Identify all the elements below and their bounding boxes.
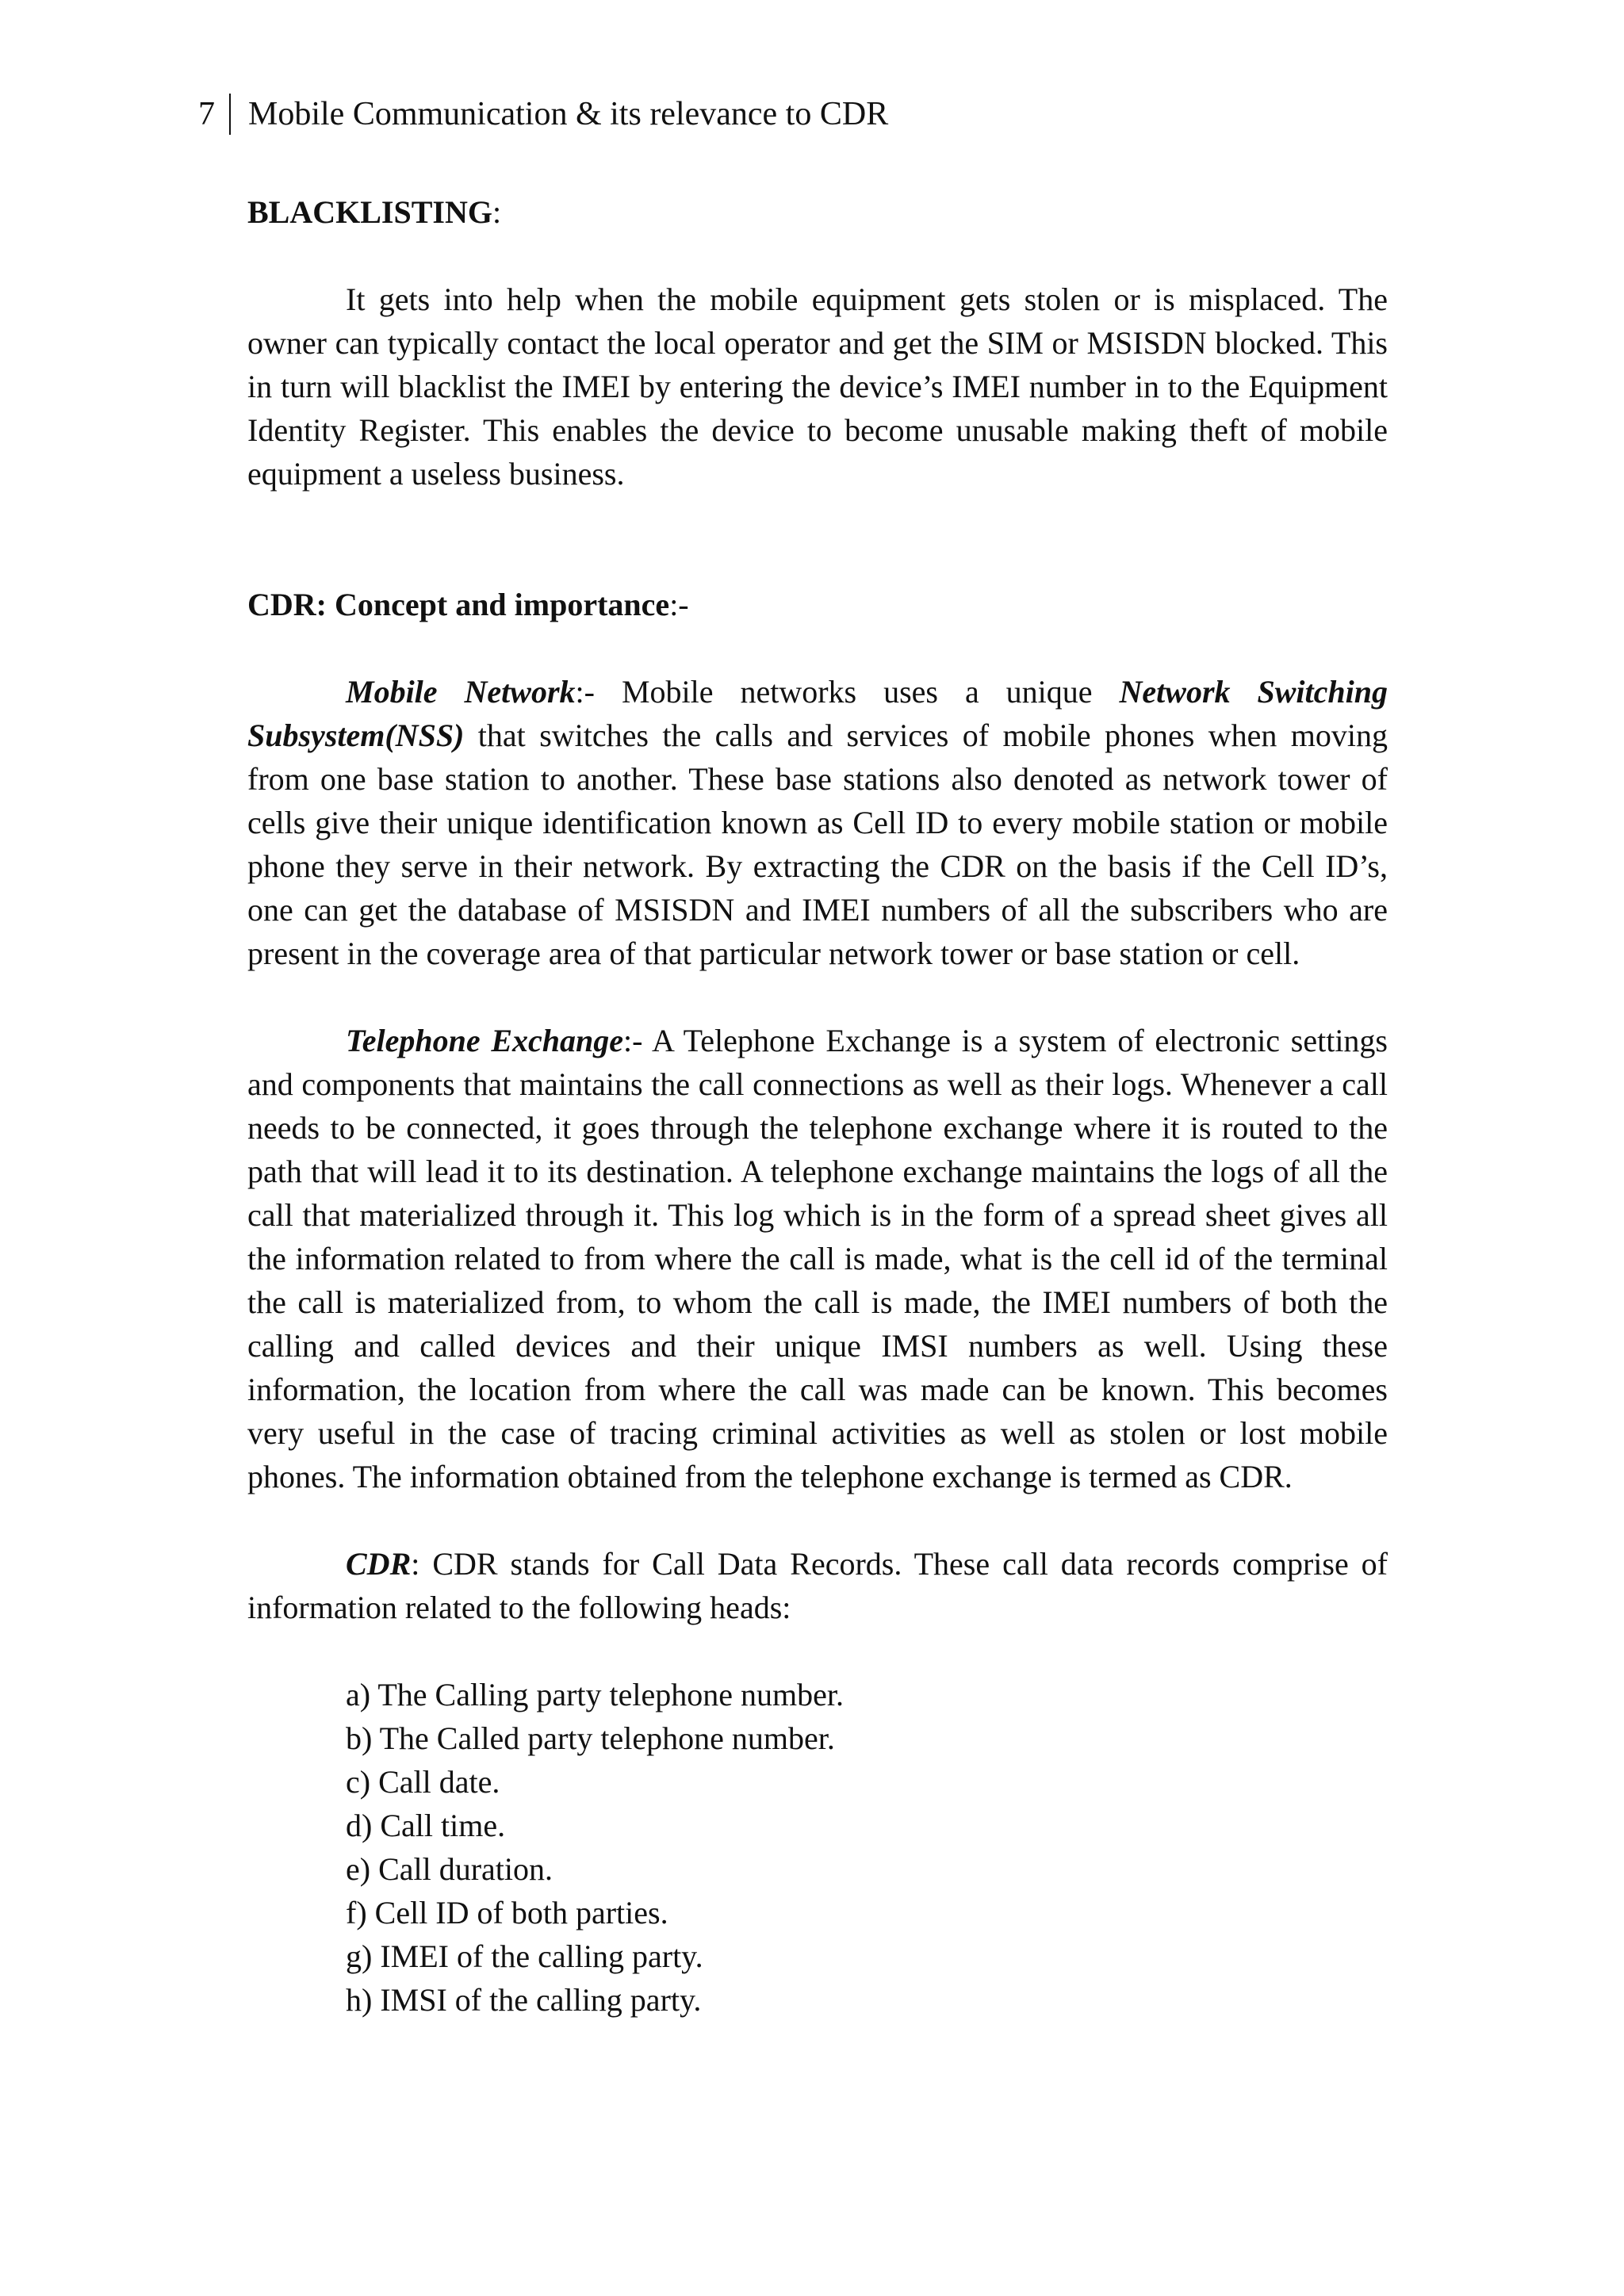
page-number: 7 xyxy=(198,96,215,132)
list-item: g) IMEI of the calling party. xyxy=(346,1938,703,1974)
cdr-section-heading: CDR: Concept and importance:- xyxy=(247,587,689,622)
nss-term: Network Switching Subsystem(NSS) xyxy=(247,674,1388,753)
list-item: b) The Called party telephone number. xyxy=(346,1720,835,1756)
telephone-exchange-paragraph: Telephone Exchange:- A Telephone Exchange is a system of electronic settings and components that maintains the call connections as well as their logs. Whenever a call needs to be connected, it goes through the telephone exchange where it is routed to the path that will lead it to its destination. A telephone exchange maintains the logs of all the call that materialized through it. This log which is in the form of a spread sheet gives all the information related to from where the call is made, what is the cell id of the terminal the call is materialized from, to whom the call is made, the IMEI numbers of both the calling and called devices and their unique IMSI numbers as well. Using these information, the location from where the call was made can be known. This becomes very useful in the case of tracing criminal activities as well as stolen or lost mobile phones. The information obtained from the telephone exchange is termed as CDR. xyxy=(247,1023,1388,1494)
list-item: h) IMSI of the calling party. xyxy=(346,1982,702,2018)
cdr-heads-list xyxy=(247,1673,1388,2022)
page-header xyxy=(198,92,888,136)
telephone-exchange-term: Telephone Exchange xyxy=(346,1023,624,1058)
cdr-paragraph: CDR: CDR stands for Call Data Records. These call data records comprise of information related to the following heads: xyxy=(247,1546,1388,1625)
mobile-network-term: Mobile Network xyxy=(346,674,576,710)
list-item: f) Cell ID of both parties. xyxy=(346,1895,668,1931)
blacklisting-paragraph: It gets into help when the mobile equipment gets stolen or is misplaced. The owner can typically contact the local operator and get the SIM or MSISDN blocked. This in turn will blacklist the IMEI by entering the device’s IMEI number in to the Equipment Identity Register. This enables the device to become unusable making theft of mobile equipment a useless business. xyxy=(247,281,1388,492)
blacklisting-heading: BLACKLISTING: xyxy=(247,194,502,230)
list-item: a) The Calling party telephone number. xyxy=(346,1677,844,1712)
list-item: c) Call date. xyxy=(346,1764,500,1800)
list-item: e) Call duration. xyxy=(346,1851,553,1887)
mobile-network-paragraph: Mobile Network:- Mobile networks uses a unique Network Switching Subsystem(NSS) that switches the calls and services of mobile phones when moving from one base station to another. These base stations also denoted as network tower of cells give their unique identification known as Cell ID to every mobile station or mobile phone they serve in their network. By extracting the CDR on the basis if the Cell ID’s, one can get the database of MSISDN and IMEI numbers of all the subscribers who are present in the coverage area of that particular network tower or base station or cell. xyxy=(247,674,1388,971)
list-item: d) Call time. xyxy=(346,1808,506,1843)
page-body xyxy=(247,190,1388,2022)
header-divider xyxy=(229,94,231,135)
cdr-term: CDR xyxy=(346,1546,412,1582)
running-title: Mobile Communication & its relevance to CDR xyxy=(248,96,889,132)
